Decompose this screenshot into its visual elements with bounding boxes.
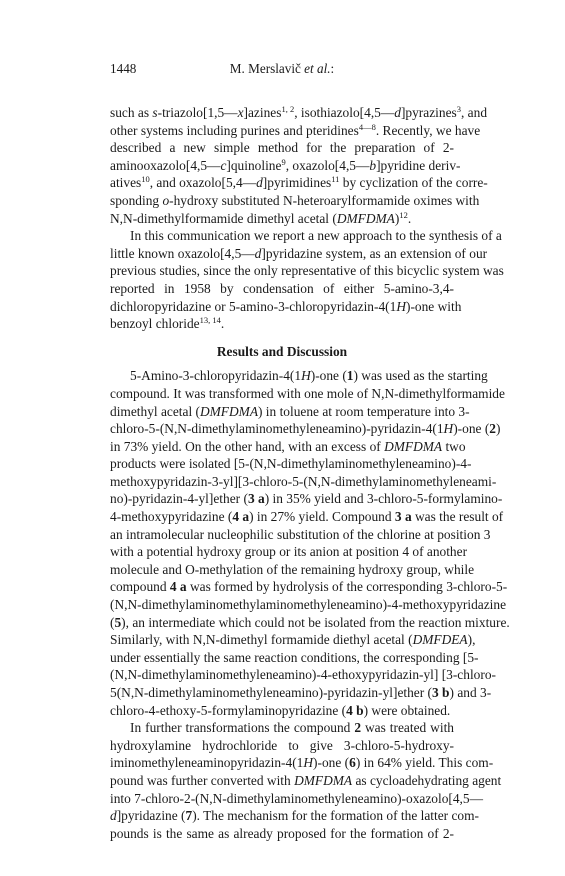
text-run: d (110, 808, 117, 824)
running-head-etal: et al. (304, 61, 331, 76)
text-run: (N,N-dimethylaminomethyleneamino)-4-ethoxypyridazin-yl] [3-chloro- (110, 667, 496, 683)
text-line (110, 596, 507, 614)
text-run: as cycloadehydrating agent (352, 772, 502, 788)
text-run: benzoyl chloride (110, 316, 200, 332)
text-run: ) in 64% yield. This com- (355, 755, 494, 771)
text-run: H (443, 421, 454, 437)
text-run: was treated with (361, 720, 454, 736)
text-run: H (303, 755, 314, 771)
text-run: , oxazolo[4,5— (285, 157, 370, 173)
text-run: ]pyrimidines (262, 175, 332, 191)
text-line (110, 298, 462, 316)
running-head-authors: M. Merslavič (229, 61, 301, 76)
citation-superscript: 11 (331, 174, 340, 185)
text-run: compound (110, 579, 170, 595)
text-run: DMFDMA (199, 403, 258, 419)
text-run: 7 (185, 808, 193, 824)
text-run: other systems including purines and pteridines (110, 122, 359, 138)
text-run: , and oxazolo[5,4— (149, 175, 257, 191)
text-run: 4 a (232, 509, 250, 525)
text-run: DMFDMA (336, 210, 395, 226)
text-line (110, 245, 488, 263)
page-number: 1448 (110, 61, 137, 76)
text-run: was formed by hydrolysis of the corresponding 3-chloro-5- (186, 579, 508, 595)
text-run: previous studies, since the only representative of this bicyclic system was (110, 263, 504, 279)
text-run: ) (495, 421, 501, 437)
text-line (110, 543, 468, 561)
text-run: hydroxylamine hydrochloride to give 3-chloro-5-hydroxy- (110, 737, 454, 753)
text-run: DMFDEA (412, 632, 468, 648)
text-line (110, 825, 454, 843)
text-line (110, 262, 504, 280)
text-run: N,N-dimethylformamide dimethyl acetal ( (110, 210, 337, 226)
text-run: 4-methoxypyridazine ( (110, 509, 233, 525)
text-run: 4 a (169, 579, 187, 595)
text-line (110, 121, 481, 140)
text-line (110, 192, 480, 210)
text-line (110, 385, 505, 403)
text-run: d (256, 175, 263, 191)
text-run: b (369, 157, 377, 173)
text-line (110, 649, 479, 667)
text-run: ) in 27% yield. Compound (249, 509, 395, 525)
text-run: x (237, 105, 244, 120)
text-line (110, 631, 476, 649)
text-run: DMFDMA (384, 438, 443, 454)
text-run: 6 (349, 755, 356, 771)
text-run: . (220, 316, 225, 332)
text-line (110, 420, 501, 438)
text-run: , isothiazolo[4,5— (294, 105, 395, 120)
running-head-colon: : (330, 61, 335, 76)
citation-superscript: 13, 14 (199, 315, 221, 326)
text-run: o (162, 192, 170, 208)
text-run: ), (467, 632, 476, 648)
text-line (110, 367, 488, 385)
text-run: atives (110, 175, 142, 191)
text-line (110, 227, 502, 245)
text-run: chloro-4-ethoxy-5-formylaminopyridazine ( (110, 702, 347, 718)
text-run: d (394, 105, 401, 120)
text-line (110, 807, 479, 825)
text-line (110, 403, 470, 421)
text-run: into 7-chloro-2-(N,N-dimethylaminomethyleneamino)-oxazolo[4,5— (110, 790, 483, 806)
text-line (110, 174, 488, 192)
text-run: H (301, 368, 311, 384)
text-line (110, 561, 475, 579)
text-run: little known oxazolo[4,5— (110, 245, 255, 261)
text-line (110, 526, 491, 544)
text-run: 1 (346, 368, 354, 384)
text-run: 3 a (394, 509, 412, 525)
text-run: with a potential hydroxy group or its anion at position 4 of another (110, 544, 468, 560)
text-line (110, 702, 454, 720)
citation-superscript: 12 (399, 209, 408, 220)
text-run: ]pyrazines (400, 105, 457, 120)
text-run: ) in toluene at room temperature into 3- (258, 403, 470, 419)
spacer (110, 360, 454, 367)
citation-superscript: 3 (456, 104, 461, 114)
text-line (110, 156, 461, 175)
text-run: 5 (114, 614, 122, 630)
text-run: s (152, 105, 158, 120)
text-run: c (220, 157, 227, 173)
text-run: . (407, 210, 412, 226)
text-line (110, 315, 454, 333)
text-line (110, 455, 472, 473)
text-run: DMFDMA (294, 772, 353, 788)
text-run: . Recently, we have (375, 122, 481, 138)
page-header (110, 61, 454, 81)
text-run: d (254, 245, 262, 261)
running-head (110, 61, 454, 77)
text-line (110, 139, 454, 157)
section-heading: Results and Discussion (216, 343, 348, 359)
text-line (110, 210, 454, 228)
text-run: 3 b (432, 685, 450, 700)
text-run: 2 (489, 421, 496, 437)
text-run: )-one ( (453, 421, 490, 437)
text-run: two (442, 438, 466, 454)
text-line (110, 684, 492, 702)
article-body (110, 104, 510, 842)
text-run: sponding (110, 192, 163, 208)
text-run: ( (110, 614, 115, 630)
text-run: ]pyridazine ( (116, 808, 186, 824)
text-run: ]pyridazine system, as an extension of our (261, 245, 488, 261)
text-run: molecule and O-methylation of the remaining hydroxy group, while (110, 561, 475, 577)
text-run: aminooxazolo[4,5— (110, 157, 221, 173)
text-line (110, 614, 510, 632)
text-line (110, 578, 508, 596)
text-run: )-one ( (310, 368, 347, 384)
text-run: ) in 35% yield and 3-chloro-5-formylamino- (264, 491, 503, 507)
text-run: compound. It was transformed with one mole of N,N-dimethylformamide (110, 385, 505, 401)
text-run: 5(N,N-dimethylaminomethyleneamino)-pyridazin-yl]ether ( (110, 685, 433, 700)
text-run: 2 (354, 720, 362, 736)
text-line (110, 666, 496, 684)
text-run: reported in 1958 by condensation of either 5-amino-3,4- (110, 280, 454, 296)
text-run: chloro-5-(N,N-dimethylaminomethyleneamino)-pyridazin-4(1 (110, 421, 444, 437)
text-run: ]azines (243, 105, 282, 120)
citation-superscript: 4—8 (358, 121, 376, 132)
text-line (110, 104, 488, 122)
text-line (110, 737, 454, 755)
text-run: products were isolated [5-(N,N-dimethylaminomethyleneamino)-4- (110, 456, 472, 472)
text-line (110, 280, 454, 298)
text-run: no)-pyridazin-4-yl]ether ( (110, 491, 248, 507)
text-run: ) and 3- (449, 685, 492, 700)
text-run: an intramolecular nucleophilic substitution of the chlorine at position 3 (110, 526, 491, 542)
text-run: ), an intermediate which could not be isolated from the reaction mixture. (121, 614, 510, 630)
text-line (110, 490, 503, 508)
text-run: under essentially the same reaction conditions, the corresponding [5- (110, 649, 479, 665)
text-run: by cyclization of the corre- (339, 175, 488, 191)
text-run: dimethyl acetal ( (110, 403, 200, 419)
text-run: In further transformations the compound (130, 720, 355, 736)
text-run: such as (110, 105, 153, 120)
citation-superscript: 9 (281, 156, 286, 167)
text-run: In this communication we report a new approach to the synthesis of a (130, 228, 502, 244)
citation-superscript: 10 (141, 174, 150, 185)
text-line (110, 438, 466, 456)
text-run: described a new simple method for the preparation of 2- (110, 140, 454, 156)
text-line (110, 754, 494, 772)
text-run: 4 b (346, 702, 364, 718)
text-run: methoxypyridazin-3-yl][3-chloro-5-(N,N-dimethylaminomethyleneami- (110, 473, 497, 489)
text-run: dichloropyridazine or 5-amino-3-chloropyridazin-4(1 (110, 298, 397, 314)
text-line (110, 719, 454, 737)
text-run: ). The mechanism for the formation of the latter com- (192, 808, 479, 824)
text-run: ]pyridine deriv- (376, 157, 461, 173)
text-run: ) (394, 210, 400, 226)
text-run: )-one ( (313, 755, 350, 771)
text-run: -hydroxy substituted N-heteroarylformamide oximes with (169, 192, 480, 208)
citation-superscript: 1, 2 (281, 104, 295, 114)
text-run: pound was further converted with (110, 772, 295, 788)
text-line (110, 473, 497, 491)
text-run: 5-Amino-3-chloropyridazin-4(1 (130, 368, 302, 384)
text-run: , and (460, 105, 488, 120)
text-line (110, 772, 502, 790)
text-run: ]quinoline (226, 157, 282, 173)
text-run: ) were obtained. (363, 702, 451, 718)
text-run: Similarly, with N,N-dimethyl formamide diethyl acetal ( (110, 632, 413, 648)
text-run: pounds is the same as already proposed for the formation of 2- (110, 825, 454, 841)
text-run: -triazolo[1,5— (157, 105, 238, 120)
text-run: ) was used as the starting (353, 368, 488, 384)
text-run: in 73% yield. On the other hand, with an excess of (110, 438, 385, 454)
text-run: (N,N-dimethylaminomethylaminomethyleneamino)-4-methoxypyridazine (110, 597, 507, 613)
text-run: H (396, 298, 406, 314)
text-run: iminomethyleneaminopyridazin-4(1 (110, 755, 304, 771)
text-line (110, 508, 504, 526)
text-line (110, 790, 483, 808)
spacer (110, 333, 454, 343)
text-run: was the result of (411, 509, 504, 525)
text-run: )-one with (405, 298, 462, 314)
text-run: 3 a (247, 491, 265, 507)
